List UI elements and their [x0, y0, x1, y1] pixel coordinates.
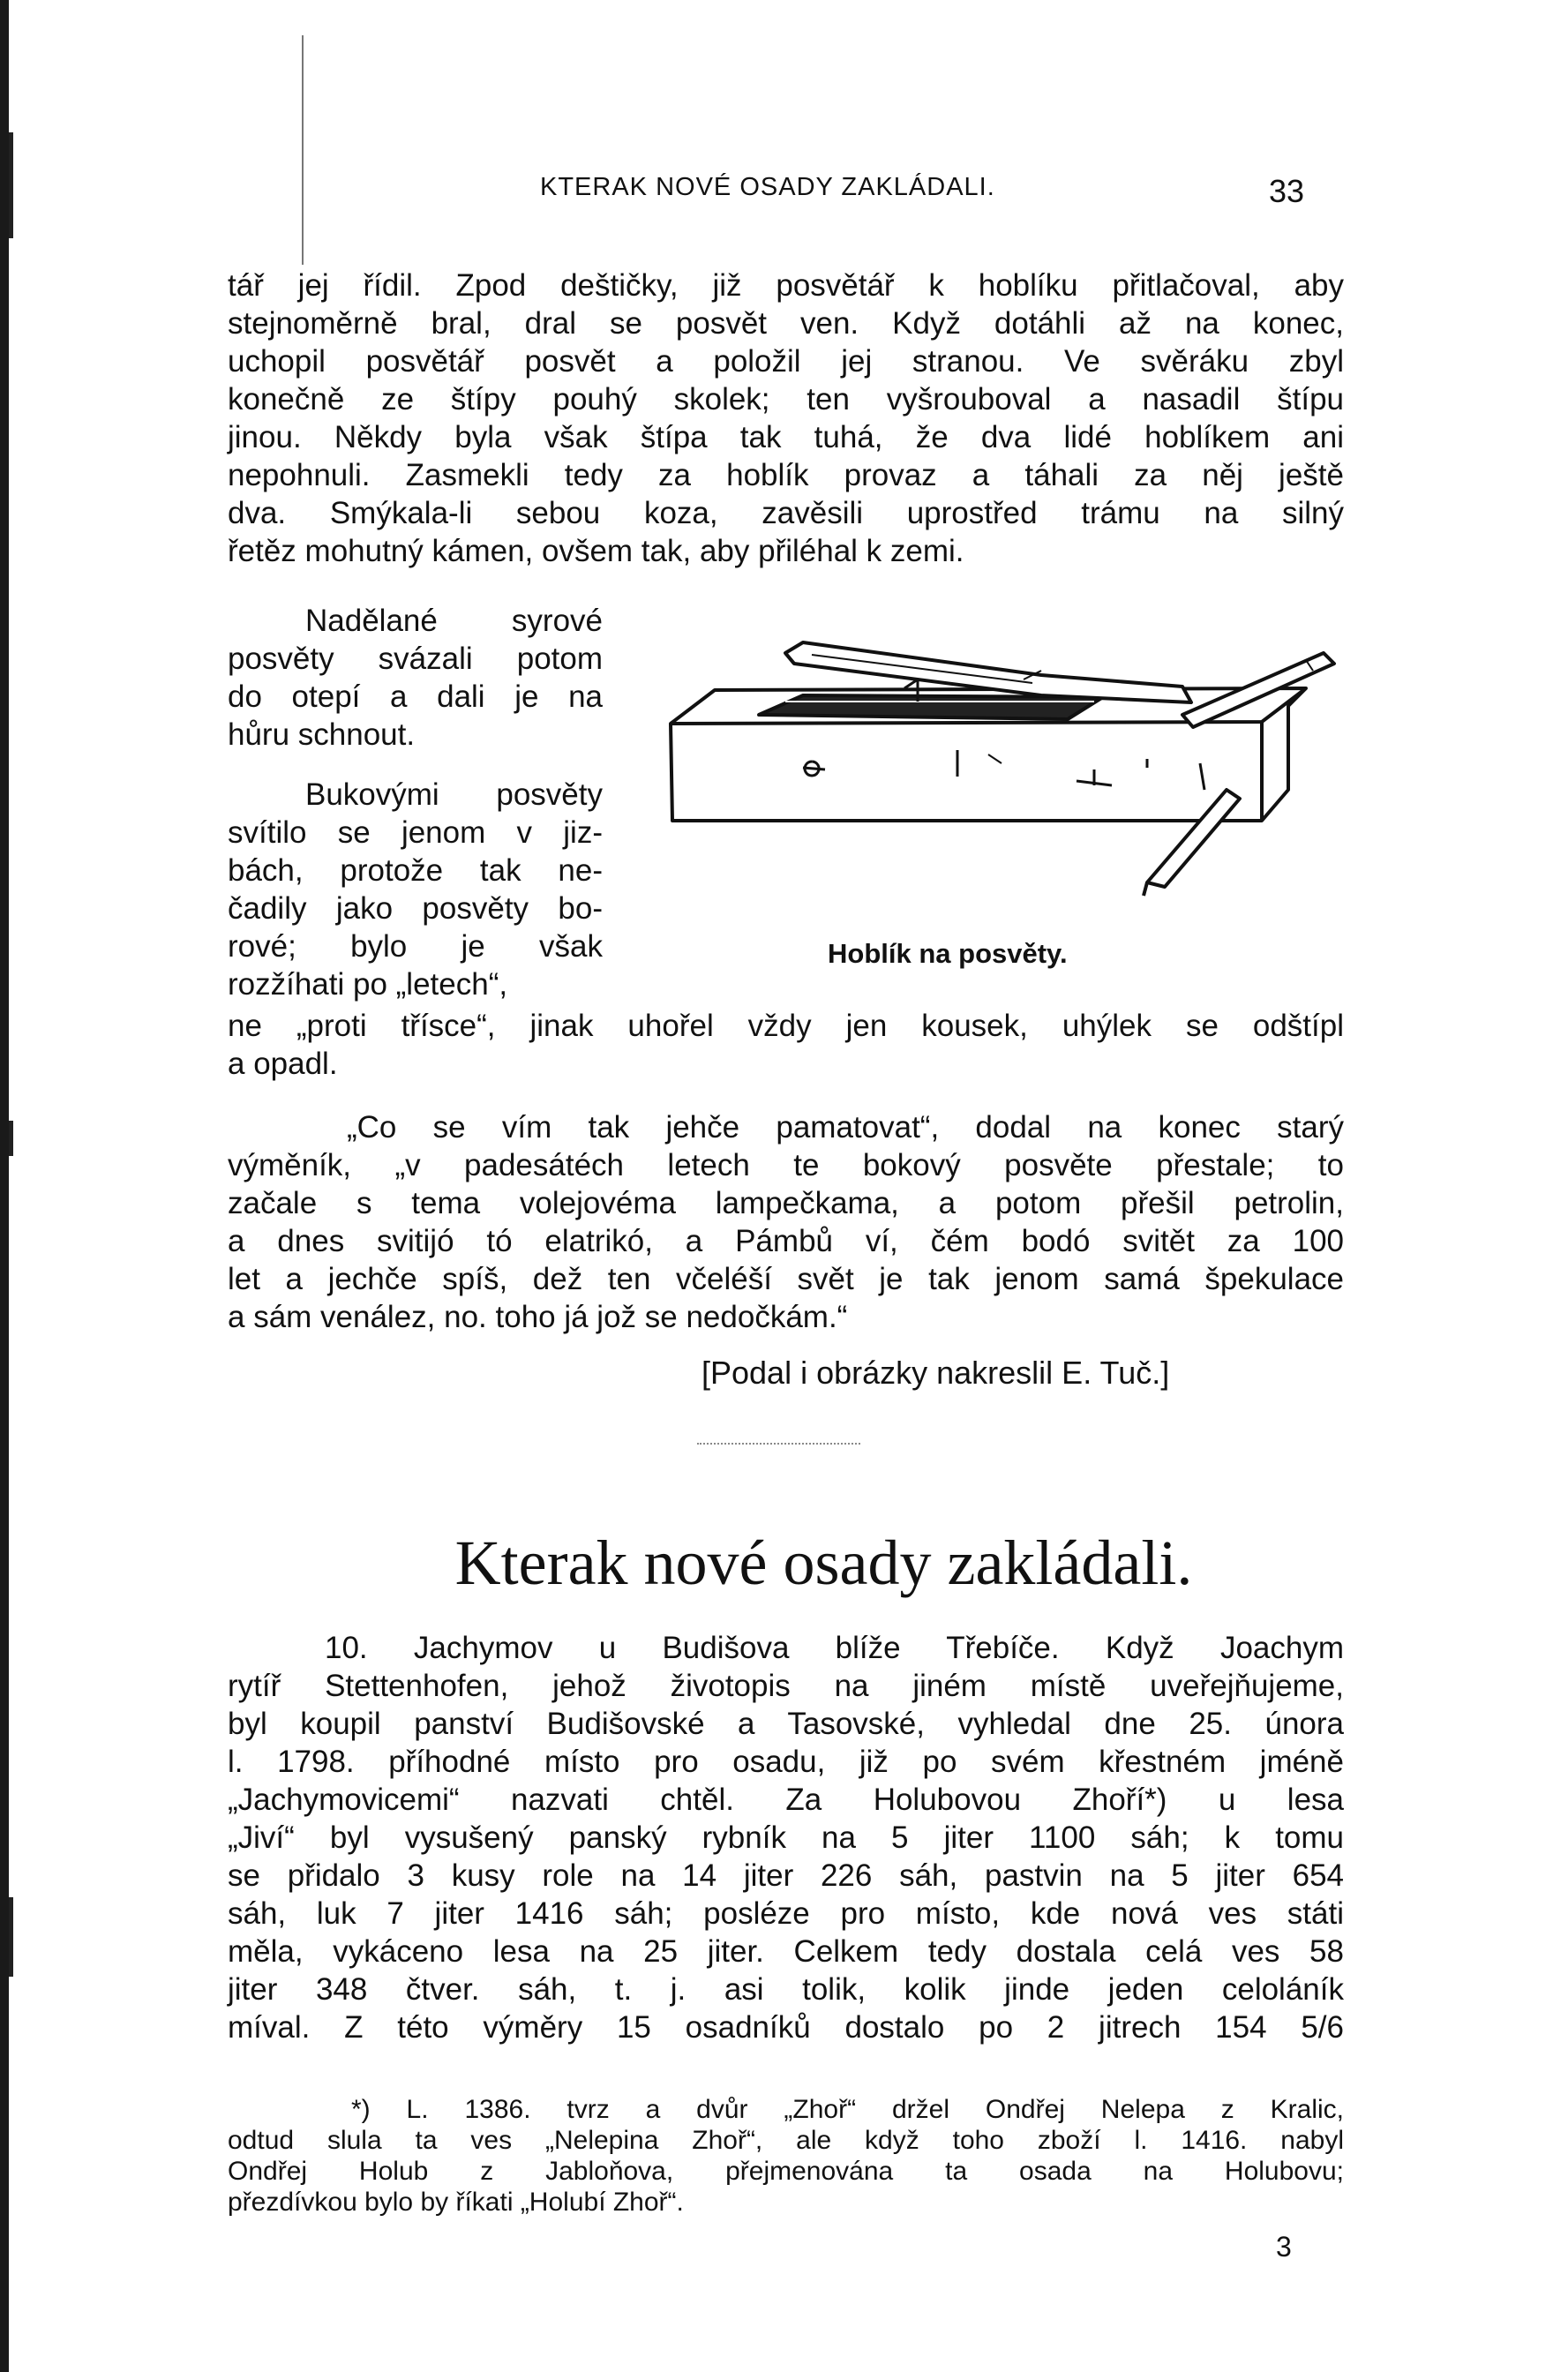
text-line: jiter 348 čtver. sáh, t. j. asi tolik, kolik jinde jeden celoláník: [228, 1972, 1344, 2007]
footnote: [228, 2094, 1344, 2218]
text-line: Nadělané syrové: [305, 604, 603, 638]
text-line: sáh, luk 7 jiter 1416 sáh; posléze pro místo, kde nová ves státi: [228, 1896, 1344, 1931]
text-line: tář jej řídil. Zpod deštičky, již posvětář k hoblíku přitlačoval, aby: [228, 268, 1344, 303]
text-line: jinou. Někdy byla však štípa tak tuhá, že dva lidé hoblíkem ani: [228, 420, 1344, 454]
text-line: rové; bylo je však: [228, 929, 603, 964]
text-line: let a jechče spíš, dež ten včeléší svět je tak jenom samá špekulace: [228, 1262, 1344, 1296]
paragraph-continuation: [228, 1007, 1344, 1083]
paragraph-posvetar: [228, 266, 1344, 570]
text-line: uchopil posvětář posvět a položil jej stranou. Ve svěráku zbyl: [228, 344, 1344, 379]
text-line: dva. Smýkala-li sebou koza, zavěsili uprostřed trámu na silný: [228, 496, 1344, 530]
text-line: 10. Jachymov u Budišova blíže Třebíče. Když Joachym: [325, 1631, 1344, 1665]
text-line: „Jiví“ byl vysušený panský rybník na 5 jiter 1100 sáh; k tomu: [228, 1820, 1344, 1855]
text-line: stejnoměrně bral, dral se posvět ven. Když dotáhli až na konec,: [228, 306, 1344, 341]
binding-shadow: [9, 1121, 13, 1156]
text-line: „Co se vím tak jehče pamatovat“, dodal na konec starý: [347, 1110, 1344, 1145]
text-line: hůru schnout.: [228, 717, 416, 752]
text-line: se přidalo 3 kusy role na 14 jiter 226 sáh, pastvin na 5 jiter 654: [228, 1858, 1344, 1893]
text-line: posvěty svázali potom: [228, 642, 603, 676]
text-line: nepohnuli. Zasmekli tedy za hoblík provaz a táhali za něj ještě: [228, 458, 1344, 492]
binding-shadow: [9, 1897, 13, 1977]
footnote-line: odtud slula ta ves „Nelepina Zhoř“, ale když toho zboží l. 1416. nabyl: [228, 2126, 1344, 2155]
text-line: konečně ze štípy pouhý skolek; ten vyšrouboval a nasadil štípu: [228, 382, 1344, 417]
paragraph-bukove-posvety: [228, 776, 603, 1003]
text-line: rytíř Stettenhofen, jehož životopis na jiném místě uveřejňujeme,: [228, 1669, 1344, 1703]
paper-crease: [302, 35, 304, 265]
paragraph-syrove-posvety: [228, 602, 603, 754]
paragraph-quote: [228, 1108, 1344, 1336]
page-number: 33: [1269, 173, 1305, 209]
author-signature: [Podal i obrázky nakreslil E. Tuč.]: [701, 1355, 1170, 1391]
plane-tool-illustration: [653, 618, 1350, 940]
entry-jachymov: [228, 1629, 1344, 2046]
running-title: KTERAK NOVÉ OSADY ZAKLÁDALI.: [540, 173, 995, 201]
footnote-line: *) L. 1386. tvrz a dvůr „Zhoř“ držel Ondřej Nelepa z Kralic,: [351, 2095, 1344, 2124]
text-line: a sám venález, no. toho já jož se nedočkám.“: [228, 1300, 848, 1334]
page-binding-edge: [0, 0, 9, 2372]
binding-shadow: [9, 132, 13, 238]
text-line: míval. Z této výměry 15 osadníků dostalo po 2 jitrech 154 5/6: [228, 2010, 1344, 2045]
section-divider: [697, 1443, 860, 1445]
text-line: rozžíhati po „letech“,: [228, 967, 508, 1002]
figure-caption: Hoblík na posvěty.: [828, 938, 1068, 969]
text-line: l. 1798. příhodné místo pro osadu, již po svém křestném jméně: [228, 1745, 1344, 1779]
text-line: měla, vykáceno lesa na 25 jiter. Celkem tedy dostala celá ves 58: [228, 1934, 1344, 1969]
text-line: „Jachymovicemi“ nazvati chtěl. Za Holubovou Zhoří*) u lesa: [228, 1783, 1344, 1817]
signature-mark: 3: [1276, 2231, 1292, 2263]
footnote-line: Ondřej Holub z Jabloňova, přejmenována ta osada na Holubovu;: [228, 2157, 1344, 2186]
text-line: a opadl.: [228, 1047, 338, 1081]
text-line: Bukovými posvěty: [305, 777, 603, 812]
text-line: bách, protože tak ne-: [228, 853, 603, 888]
text-line: čadily jako posvěty bo-: [228, 891, 603, 926]
text-line: řetěz mohutný kámen, ovšem tak, aby přiléhal k zemi.: [228, 534, 964, 568]
text-line: začale s tema volejovéma lampečkama, a potom přešil petrolin,: [228, 1186, 1344, 1220]
text-line: ne „proti třísce“, jinak uhořel vždy jen kousek, uhýlek se odštípl: [228, 1009, 1344, 1043]
section-title: Kterak nové osady zakládali.: [454, 1528, 1193, 1598]
footnote-line: přezdívkou bylo by říkati „Holubí Zhoř“.: [228, 2188, 684, 2217]
text-line: výměník, „v padesátéch letech te bokový posvěte přestale; to: [228, 1148, 1344, 1182]
text-line: byl koupil panství Budišovské a Tasovské, vyhledal dne 25. února: [228, 1707, 1344, 1741]
text-line: do otepí a dali je na: [228, 679, 603, 714]
text-line: svítilo se jenom v jiz-: [228, 815, 603, 850]
text-line: a dnes svitijó tó elatrikó, a Pámbů ví, čém bodó svitět za 100: [228, 1224, 1344, 1258]
